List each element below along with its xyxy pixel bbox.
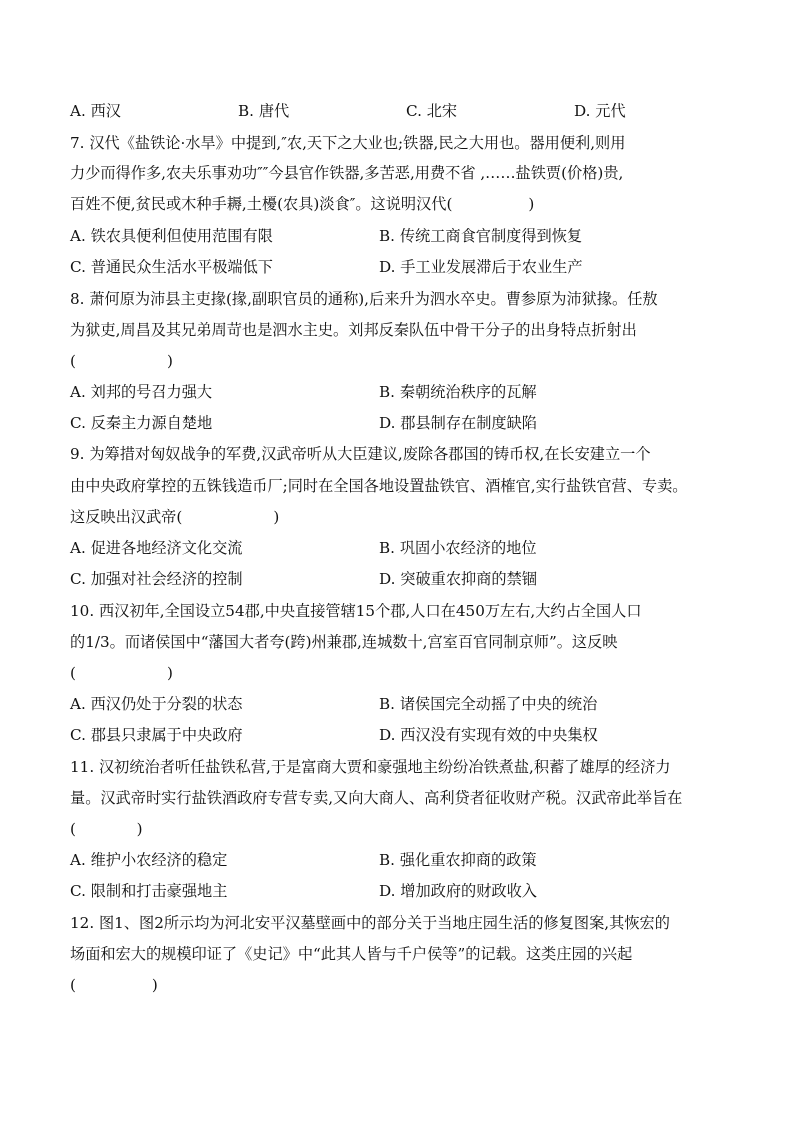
q11-stem-line-3: ( ) xyxy=(70,820,143,838)
q6-option-a: A. 西汉 xyxy=(70,102,121,120)
q9-stem-line-3: 这反映出汉武帝( ) xyxy=(70,508,280,526)
q7-stem-line-1: 7. 汉代《盐铁论·水旱》中提到,″农,天下之大业也;铁器,民之大用也。器用便利,则用 xyxy=(70,134,626,152)
q11-stem-line-1: 11. 汉初统治者听任盐铁私营,于是富商大贾和豪强地主纷纷冶铁煮盐,积蓄了雄厚的经济力 xyxy=(70,758,671,776)
q7-option-d: D. 手工业发展滞后于农业生产 xyxy=(379,258,583,276)
q10-stem-line-3: ( ) xyxy=(70,664,173,682)
q9-option-a: A. 促进各地经济文化交流 xyxy=(70,539,243,557)
q10-option-b: B. 诸侯国完全动摇了中央的统治 xyxy=(379,695,598,713)
q9-stem-line-2: 由中央政府掌控的五铢钱造币厂;同时在全国各地设置盐铁官、酒榷官,实行盐铁官营、专卖。 xyxy=(70,477,688,495)
q8-stem-line-1: 8. 萧何原为沛县主吏掾(掾,副职官员的通称),后来升为泗水卒史。曹参原为沛狱掾。任敖 xyxy=(70,290,658,308)
q9-option-c: C. 加强对社会经济的控制 xyxy=(70,570,243,588)
q7-option-c: C. 普通民众生活水平极端低下 xyxy=(70,258,273,276)
q6-option-c: C. 北宋 xyxy=(406,102,458,120)
q6-option-d: D. 元代 xyxy=(574,102,626,120)
q9-option-b: B. 巩固小农经济的地位 xyxy=(379,539,537,557)
q7-stem-line-2: 力少而得作多,农夫乐事劝功″″今县官作铁器,多苦恶,用费不省 ,……盐铁贾(价格)贵, xyxy=(70,164,624,182)
q6-option-b: B. 唐代 xyxy=(238,102,290,120)
q7-option-b: B. 传统工商食官制度得到恢复 xyxy=(379,227,583,245)
q12-stem-line-1: 12. 图1、图2所示均为河北安平汉墓壁画中的部分关于当地庄园生活的修复图案,其恢宏的 xyxy=(70,914,670,932)
q7-stem-line-3: 百姓不便,贫民或木种手耨,土櫌(农具)淡食″。这说明汉代( ) xyxy=(70,195,535,213)
q11-option-c: C. 限制和打击豪强地主 xyxy=(70,882,228,900)
q8-option-b: B. 秦朝统治秩序的瓦解 xyxy=(379,383,537,401)
q10-option-d: D. 西汉没有实现有效的中央集权 xyxy=(379,726,598,744)
q10-option-a: A. 西汉仍处于分裂的状态 xyxy=(70,695,243,713)
q11-option-b: B. 强化重农抑商的政策 xyxy=(379,851,537,869)
q8-option-c: C. 反秦主力源自楚地 xyxy=(70,414,213,432)
q9-option-d: D. 突破重农抑商的禁锢 xyxy=(379,570,537,588)
q10-option-c: C. 郡县只隶属于中央政府 xyxy=(70,726,243,744)
q12-stem-line-2: 场面和宏大的规模印证了《史记》中“此其人皆与千户侯等”的记载。这类庄园的兴起 xyxy=(70,945,633,963)
q8-option-d: D. 郡县制存在制度缺陷 xyxy=(379,414,537,432)
q8-stem-line-3: ( ) xyxy=(70,352,173,370)
q11-option-d: D. 增加政府的财政收入 xyxy=(379,882,537,900)
q11-option-a: A. 维护小农经济的稳定 xyxy=(70,851,228,869)
q10-stem-line-2: 的1/3。而诸侯国中“藩国大者夸(跨)州兼郡,连城数十,宫室百官同制京师”。这反映 xyxy=(70,633,618,651)
q12-stem-line-3: ( ) xyxy=(70,976,158,994)
q7-option-a: A. 铁农具便利但使用范围有限 xyxy=(70,227,273,245)
q8-option-a: A. 刘邦的号召力强大 xyxy=(70,383,213,401)
q11-stem-line-2: 量。汉武帝时实行盐铁酒政府专营专卖,又向大商人、高利贷者征收财产税。汉武帝此举旨在 xyxy=(70,789,683,807)
q9-stem-line-1: 9. 为筹措对匈奴战争的军费,汉武帝听从大臣建议,废除各郡国的铸币权,在长安建立一个 xyxy=(70,445,651,463)
q10-stem-line-1: 10. 西汉初年,全国设立54郡,中央直接管辖15个郡,人口在450万左右,大约占全国人口 xyxy=(70,602,642,620)
q8-stem-line-2: 为狱吏,周昌及其兄弟周苛也是泗水主史。刘邦反秦队伍中骨干分子的出身特点折射出 xyxy=(70,321,637,339)
